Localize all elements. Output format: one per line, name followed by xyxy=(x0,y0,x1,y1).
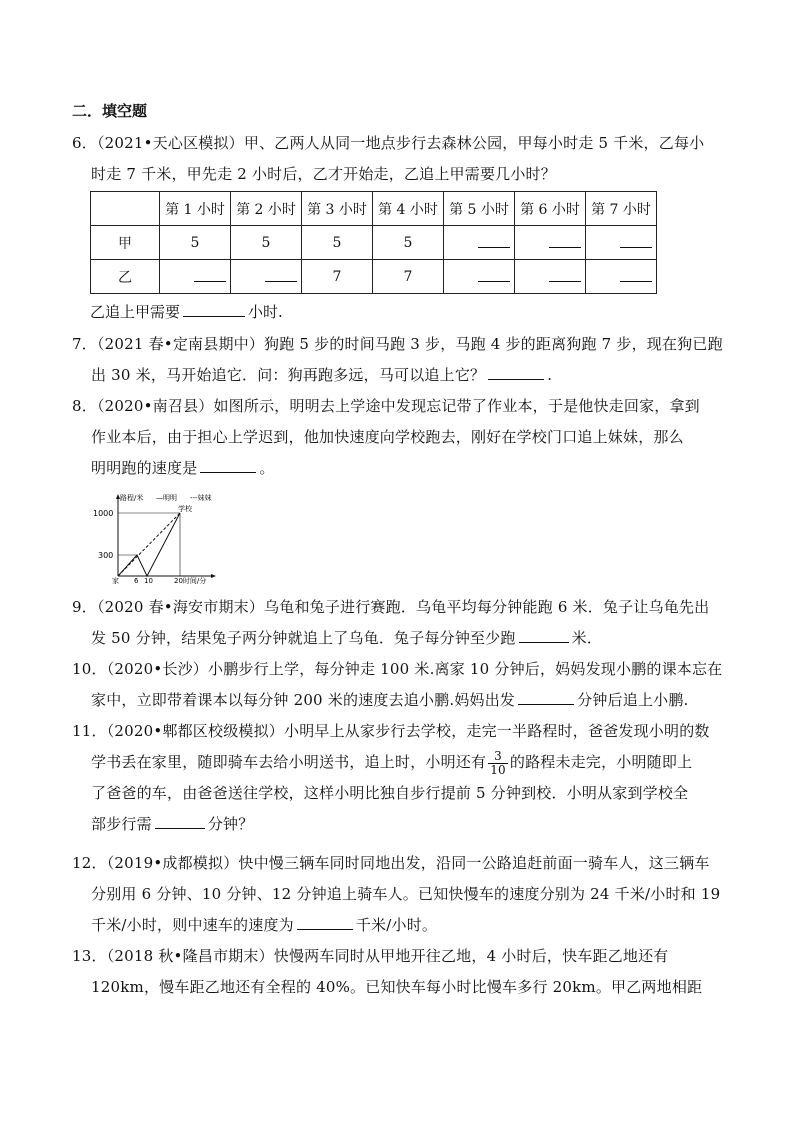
q11-text-line4-pre: 部步行需 xyxy=(91,815,152,833)
y-axis-label: 路程/米 xyxy=(120,494,144,502)
fraction-numerator: 3 xyxy=(488,750,508,764)
table-cell-blank[interactable] xyxy=(586,260,657,294)
q8-distance-time-graph xyxy=(92,492,232,584)
table-row-label: 乙 xyxy=(91,260,160,294)
legend-mingming: —明明 xyxy=(156,494,177,502)
y-tick-1000: 1000 xyxy=(93,509,114,518)
q9-text-line2-post: 米． xyxy=(571,629,603,647)
table-header-cell: 第 7 小时 xyxy=(586,192,657,226)
table-header-cell xyxy=(91,192,160,226)
table-cell: 5 xyxy=(160,226,231,260)
answer-blank[interactable] xyxy=(518,688,574,705)
answer-blank[interactable] xyxy=(155,812,205,829)
q8-text-line3-post: 。 xyxy=(259,459,275,477)
q10-text-line2-post: 分钟后追上小鹏. xyxy=(577,691,689,709)
table-cell: 7 xyxy=(373,260,444,294)
q7-text-line2-pre: 出 30 米，马开始追它．问：狗再跑多远，马可以追上它？ xyxy=(91,366,486,384)
q9-text-line2-pre: 发 50 分钟，结果兔子两分钟就追上了乌龟．兔子每分钟至少跑 xyxy=(91,629,516,647)
table-cell-blank[interactable] xyxy=(160,260,231,294)
question-13 xyxy=(72,941,728,1003)
q11-number: 11． xyxy=(72,722,107,740)
q11-text-line2 xyxy=(72,747,728,778)
x-tick-10: 10 xyxy=(144,577,153,584)
x-tick-6: 6 xyxy=(134,577,139,584)
y-tick-300: 300 xyxy=(98,551,114,560)
question-8 xyxy=(72,391,728,484)
q10-text-line2-pre: 家中，立即带着课本以每分钟 200 米的速度去追小鹏.妈妈出发 xyxy=(91,691,516,709)
q8-text-line3-pre: 明明跑的速度是 xyxy=(91,459,198,477)
question-12 xyxy=(72,848,728,941)
q12-text-line3-post: 千米/小时。 xyxy=(355,916,438,934)
q6-table xyxy=(90,191,657,294)
q6-text-line1: （2021•天心区模拟）甲、乙两人从同一地点步行去森林公园，甲每小时走 5 千米，乙每小 xyxy=(96,134,705,152)
q11-text-line2-post: 的路程未走完，小明随即上 xyxy=(509,753,693,771)
table-header-cell: 第 5 小时 xyxy=(444,192,515,226)
question-11 xyxy=(72,716,728,840)
table-row-yi xyxy=(91,260,657,294)
q9-number: 9． xyxy=(72,598,97,616)
q11-text-line2-pre: 学书丢在家里，随即骑车去给小明送书，追上时，小明还有 xyxy=(91,753,487,771)
q10-text-line1: （2020•长沙）小鹏步行上学，每分钟走 100 米.离家 10 分钟后，妈妈发现小鹏的课本忘在 xyxy=(106,660,723,678)
q12-text-line3 xyxy=(72,910,728,941)
table-header-cell: 第 1 小时 xyxy=(160,192,231,226)
table-cell-blank[interactable] xyxy=(444,226,515,260)
table-row-label: 甲 xyxy=(91,226,160,260)
question-10 xyxy=(72,654,728,716)
q6-answer-line xyxy=(90,297,283,328)
q7-number: 7． xyxy=(72,335,97,353)
x-tick-home: 家 xyxy=(112,577,119,584)
q6-answer-prefix: 乙追上甲需要 xyxy=(90,303,181,321)
q13-text-line2: 120km，慢车距乙地还有全程的 40%。已知快车每小时比慢车多行 20km。甲乙两地相距 xyxy=(91,978,703,996)
q8-text-line2: 作业本后，由于担心上学迟到，他加快速度向学校跑去，刚好在学校门口追上妹妹，那么 xyxy=(91,428,684,446)
table-header-cell: 第 4 小时 xyxy=(373,192,444,226)
school-label: 学校 xyxy=(178,505,192,513)
fraction-3-10 xyxy=(488,750,508,777)
q10-text-line2 xyxy=(72,685,728,716)
table-header-cell: 第 2 小时 xyxy=(231,192,302,226)
q8-number: 8． xyxy=(72,397,97,415)
q11-text-line4 xyxy=(72,809,728,840)
table-cell: 7 xyxy=(302,260,373,294)
table-cell-blank[interactable] xyxy=(515,260,586,294)
q8-text-line3 xyxy=(72,453,728,484)
question-6 xyxy=(72,128,728,190)
table-cell: 5 xyxy=(231,226,302,260)
answer-blank[interactable] xyxy=(488,363,544,380)
q11-text-line3: 了爸爸的车，由爸爸送往学校，这样小明比独自步行提前 5 分钟到校．小明从家到学校全 xyxy=(91,784,689,802)
section-title: 二．填空题 xyxy=(72,102,148,120)
q10-number: 10． xyxy=(72,660,107,678)
q13-number: 13． xyxy=(72,947,107,965)
table-cell: 5 xyxy=(302,226,373,260)
q12-text-line1: （2019•成都模拟）快中慢三辆车同时同地出发，沿同一公路追赶前面一骑车人，这三辆车 xyxy=(106,854,710,872)
question-7 xyxy=(72,329,728,391)
q6-number: 6． xyxy=(72,134,97,152)
q7-text-line2 xyxy=(72,360,728,391)
table-header-cell: 第 6 小时 xyxy=(515,192,586,226)
table-cell-blank[interactable] xyxy=(586,226,657,260)
x-axis-arrow xyxy=(211,574,216,578)
answer-blank[interactable] xyxy=(200,456,256,473)
q8-text-line1: （2020•南召县）如图所示，明明去上学途中发现忘记带了作业本，于是他快走回家，拿到 xyxy=(96,397,700,415)
q11-text-line4-post: 分钟？ xyxy=(207,815,254,833)
q12-text-line3-pre: 千米/小时，则中速车的速度为 xyxy=(91,916,294,934)
q6-answer-suffix: 小时. xyxy=(248,303,283,321)
table-cell-blank[interactable] xyxy=(515,226,586,260)
q7-text-line2-post: . xyxy=(547,366,553,384)
q11-text-line1: （2020•郫都区校级模拟）小明早上从家步行去学校，走完一半路程时，爸爸发现小明的数 xyxy=(106,722,710,740)
q9-text-line1: （2020 春•海安市期末）乌龟和兔子进行赛跑．乌龟平均每分钟能跑 6 米．兔子让乌龟先出 xyxy=(96,598,710,616)
q13-text-line1: （2018 秋•隆昌市期末）快慢两车同时从甲地开往乙地，4 小时后，快车距乙地还有 xyxy=(106,947,669,965)
sister-line xyxy=(118,513,180,576)
legend-sister: ---妹妹 xyxy=(190,494,212,502)
question-9 xyxy=(72,592,728,654)
q7-text-line1: （2021 春•定南县期中）狗跑 5 步的时间马跑 3 步，马跑 4 步的距离狗跑 7 步，现在狗已跑 xyxy=(96,335,723,353)
answer-blank[interactable] xyxy=(297,913,353,930)
table-header-cell: 第 3 小时 xyxy=(302,192,373,226)
q12-text-line2: 分别用 6 分钟、10 分钟、12 分钟追上骑车人。已知快慢车的速度分别为 24 千米/小时和 19 xyxy=(91,885,721,903)
q12-number: 12． xyxy=(72,854,107,872)
table-cell-blank[interactable] xyxy=(231,260,302,294)
answer-blank[interactable] xyxy=(519,626,569,643)
q9-text-line2 xyxy=(72,623,728,654)
table-cell-blank[interactable] xyxy=(444,260,515,294)
answer-blank[interactable] xyxy=(183,300,245,317)
x-tick-20: 20时间/分 xyxy=(174,577,207,584)
q6-text-line2: 时走 7 千米，甲先走 2 小时后，乙才开始走，乙追上甲需要几小时？ xyxy=(91,165,556,183)
table-row-jia xyxy=(91,226,657,260)
table-cell: 5 xyxy=(373,226,444,260)
fraction-denominator: 10 xyxy=(490,762,506,777)
table-header-row xyxy=(91,192,657,226)
